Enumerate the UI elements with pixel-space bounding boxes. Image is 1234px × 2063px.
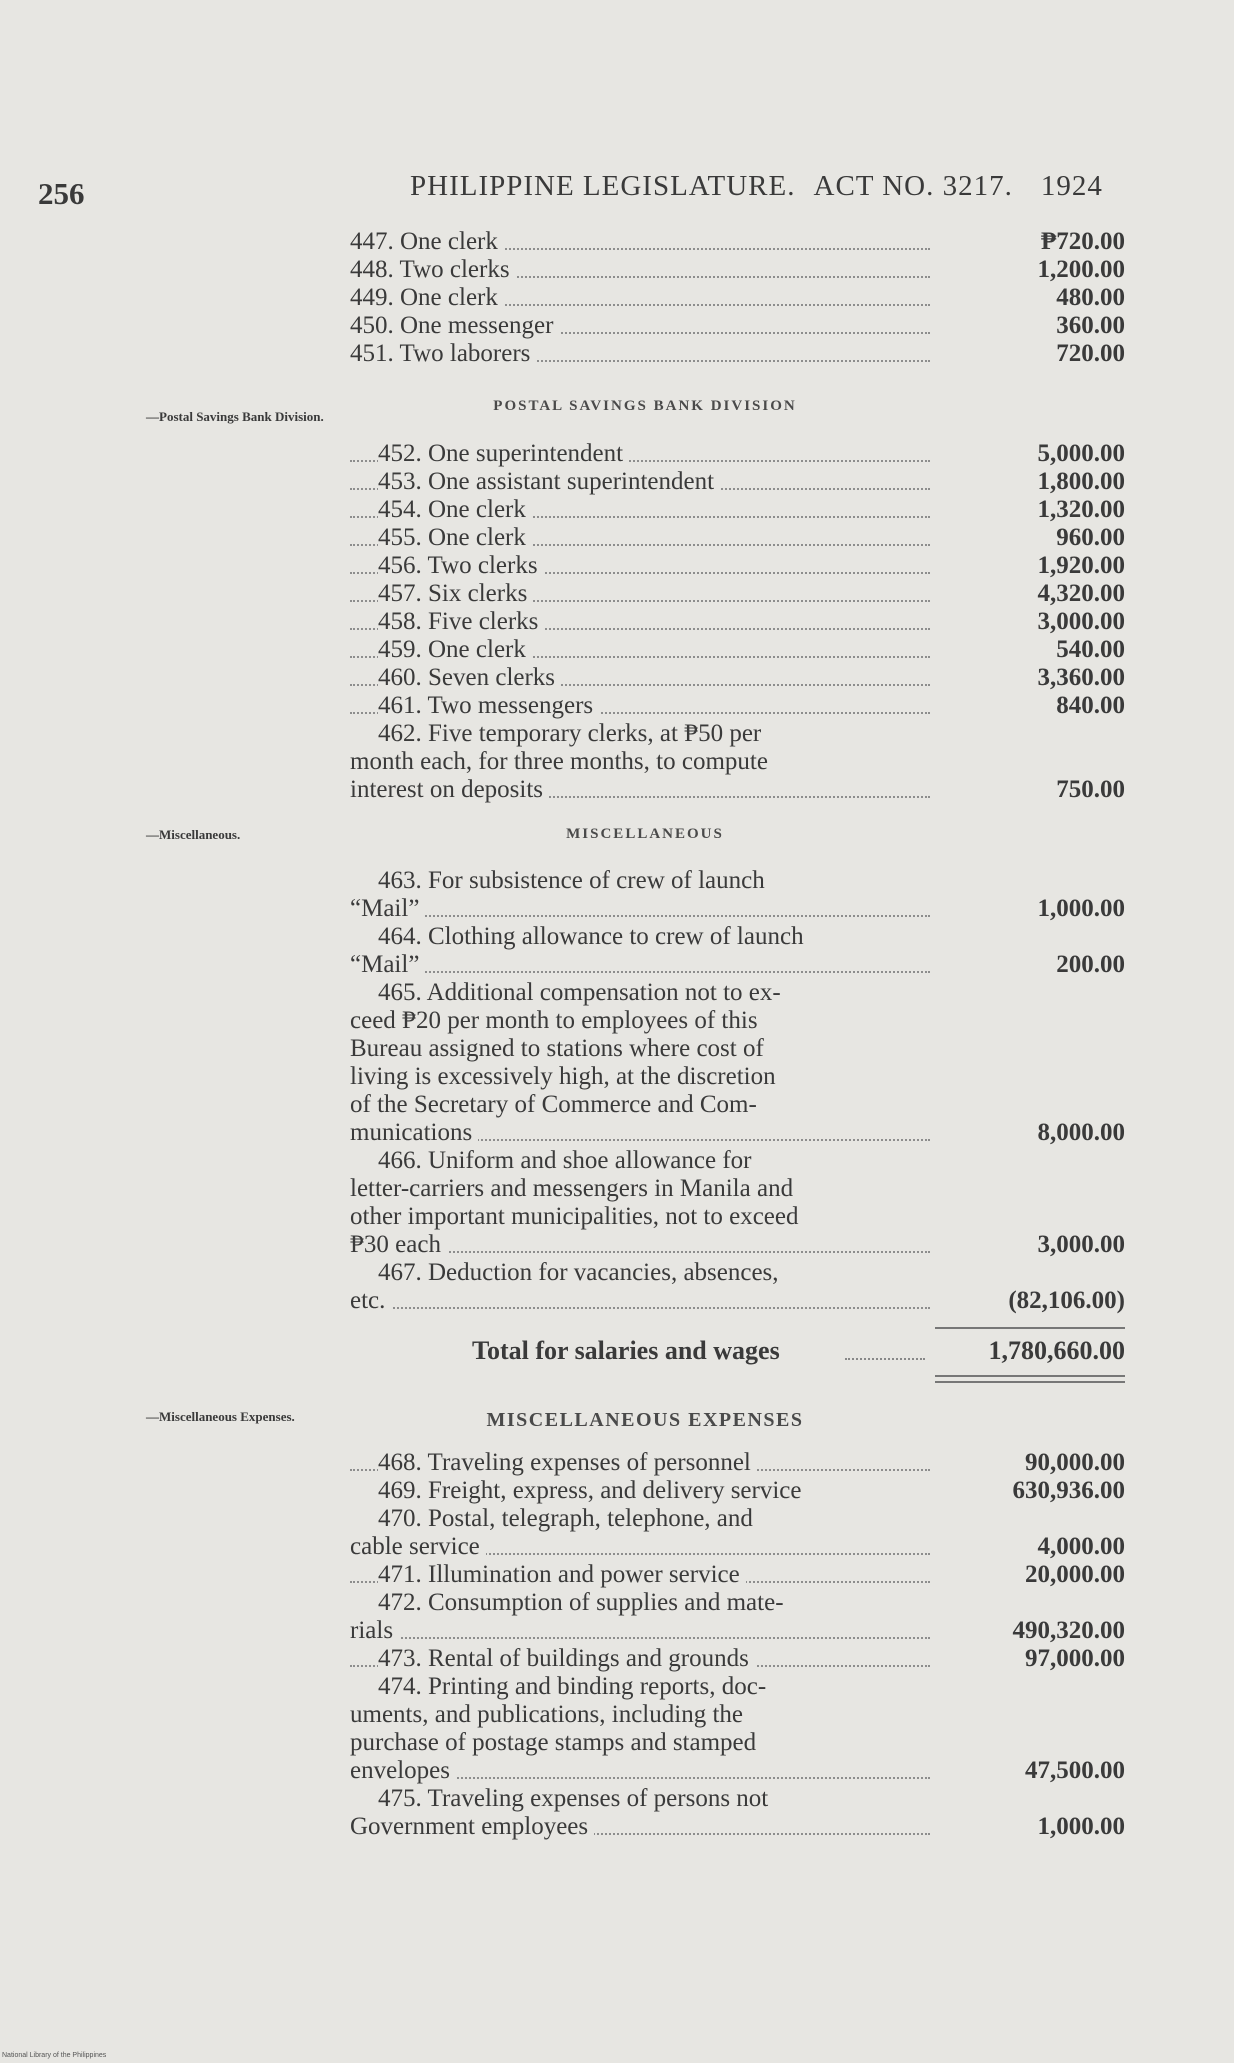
act-number: ACT NO. 3217. [813,170,1013,202]
list-item: 458. Five clerks 3,000.00 [350,608,1125,636]
list-item-475: 475. Traveling expenses of persons not [350,1785,1125,1813]
list-item-463-end: “Mail” 1,000.00 [350,895,1125,922]
postal-savings-items [350,440,1125,804]
list-item: 451. Two laborers 720.00 [350,340,1125,367]
list-item: 454. One clerk 1,320.00 [350,496,1125,524]
list-item-465-cont: of the Secretary of Commerce and Com- [350,1091,1125,1119]
margin-note-misc-expenses: —Miscellaneous Expenses. [146,1409,295,1424]
list-item: 450. One messenger 360.00 [350,312,1125,339]
list-item-474: 474. Printing and binding reports, doc- [350,1673,1125,1701]
list-item-466-cont: letter-carriers and messengers in Manila and [350,1175,1125,1203]
running-head [410,170,1103,203]
margin-note-miscellaneous: —Miscellaneous. [146,827,241,842]
list-item: 447. One clerk ₱720.00 [350,228,1125,255]
list-item-465: 465. Additional compensation not to ex- [350,979,1125,1007]
total-rule-top [935,1327,1125,1329]
list-item: 449. One clerk 480.00 [350,284,1125,311]
list-item-463: 463. For subsistence of crew of launch [350,867,1125,895]
running-title: PHILIPPINE LEGISLATURE. [410,170,796,202]
list-item: 452. One superintendent 5,000.00 [350,440,1125,468]
margin-note-postal-savings: —Postal Savings Bank Division. [146,409,324,424]
list-item-466: 466. Uniform and shoe allowance for [350,1147,1125,1175]
list-item-466-cont: other important municipalities, not to exceed [350,1203,1125,1231]
list-item-465-cont: living is excessively high, at the discretion [350,1063,1125,1091]
total-rule-double-1 [935,1375,1125,1377]
total-rule-double-2 [935,1381,1125,1383]
list-item-464: 464. Clothing allowance to crew of launch [350,923,1125,951]
list-item-475-end: Government employees 1,000.00 [350,1813,1125,1840]
list-item-467: 467. Deduction for vacancies, absences, [350,1259,1125,1287]
section-heading-miscellaneous: MISCELLANEOUS [566,826,724,842]
footer-credit: National Library of the Philippines [2,2052,107,2059]
list-item-474-cont: purchase of postage stamps and stamped [350,1729,1125,1757]
list-item: 460. Seven clerks 3,360.00 [350,664,1125,692]
total-label: Total for salaries and wages [472,1336,780,1365]
list-item: 457. Six clerks 4,320.00 [350,580,1125,608]
misc-expenses-items [350,1449,1125,1841]
list-item-468: 468. Traveling expenses of personnel 90,000.00 [350,1449,1125,1477]
list-item: 453. One assistant superintendent 1,800.00 [350,468,1125,496]
list-item-462-end: interest on deposits 750.00 [350,776,1125,803]
top-items [350,228,1125,368]
miscellaneous-items [350,867,1125,1315]
list-item-472-end: rials 490,320.00 [350,1617,1125,1644]
list-item-465-cont: ceed ₱20 per month to employees of this [350,1007,1125,1035]
list-item-467-end: etc. (82,106.00) [350,1287,1125,1314]
list-item-462-cont: month each, for three months, to compute [350,748,1125,776]
list-item-472: 472. Consumption of supplies and mate- [350,1589,1125,1617]
list-item-470: 470. Postal, telegraph, telephone, and [350,1505,1125,1533]
list-item: 459. One clerk 540.00 [350,636,1125,664]
list-item-464-end: “Mail” 200.00 [350,951,1125,978]
total-amount: 1,780,660.00 [988,1336,1125,1365]
list-item: 455. One clerk 960.00 [350,524,1125,552]
list-item-469: 469. Freight, express, and delivery service 630,936.00 [378,1477,1125,1504]
list-item-462: 462. Five temporary clerks, at ₱50 per [350,720,1125,748]
section-heading-postal-savings: POSTAL SAVINGS BANK DIVISION [493,398,797,414]
list-item-473: 473. Rental of buildings and grounds 97,000.00 [350,1645,1125,1673]
year: 1924 [1040,170,1103,202]
list-item: 448. Two clerks 1,200.00 [350,256,1125,283]
section-heading-misc-expenses: MISCELLANEOUS EXPENSES [486,1409,804,1431]
list-item-465-end: munications 8,000.00 [350,1119,1125,1146]
list-item: 456. Two clerks 1,920.00 [350,552,1125,580]
list-item-470-end: cable service 4,000.00 [350,1533,1125,1560]
list-item-471: 471. Illumination and power service 20,000.00 [350,1561,1125,1589]
list-item-474-end: envelopes 47,500.00 [350,1757,1125,1784]
list-item-466-end: ₱30 each 3,000.00 [350,1231,1125,1258]
list-item-474-cont: uments, and publications, including the [350,1701,1125,1729]
page-number: 256 [38,176,85,211]
list-item-465-cont: Bureau assigned to stations where cost of [350,1035,1125,1063]
total-line [350,1336,1125,1368]
total-leader [845,1358,925,1360]
list-item: 461. Two messengers 840.00 [350,692,1125,720]
